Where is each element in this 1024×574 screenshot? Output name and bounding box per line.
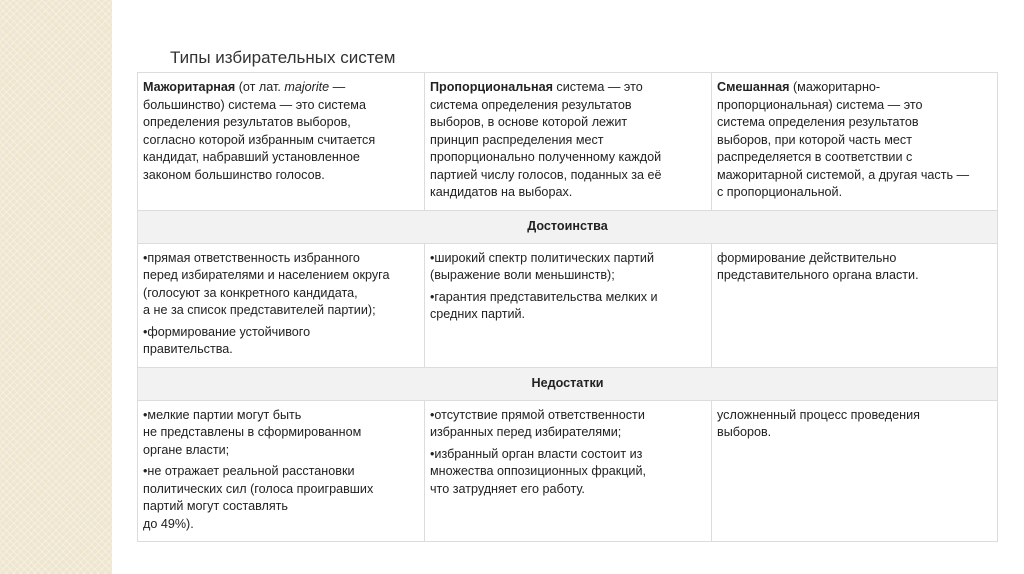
slide-title: Типы избирательных систем	[170, 48, 396, 67]
electoral-systems-table	[137, 72, 998, 542]
decorative-side-strip	[0, 0, 112, 574]
proportional-disadvantage-item: •избранный орган власти состоит из множества оппозиционных фракций, что затрудняет его работу.	[430, 446, 647, 496]
proportional-definition-cell	[425, 73, 712, 211]
disadvantages-header-row	[138, 367, 998, 400]
mixed-disadvantage-item: усложненный процесс проведения выборов.	[717, 407, 920, 439]
majoritarian-disadvantage-item: •не отражает реальной расстановки политических сил (голоса проигравших партий могут составлять до 49%).	[143, 464, 374, 531]
proportional-term: Пропорциональная	[430, 80, 553, 94]
mixed-definition	[717, 79, 992, 202]
disadvantages-header: Недостатки	[138, 367, 998, 400]
majoritarian-latin: majorite	[284, 80, 330, 94]
mixed-term: Смешанная	[717, 80, 790, 94]
majoritarian-definition	[143, 79, 419, 184]
majoritarian-advantages-cell	[138, 243, 425, 367]
proportional-advantage-item: •гарантия представительства мелких и средних партий.	[430, 289, 658, 321]
proportional-advantages-cell	[425, 243, 712, 367]
proportional-disadvantages-cell	[425, 400, 712, 542]
mixed-definition-cell	[712, 73, 998, 211]
majoritarian-disadvantage-item: •мелкие партии могут быть не представлены в сформированном органе власти;	[143, 407, 362, 457]
majoritarian-disadvantages-cell	[138, 400, 425, 542]
majoritarian-post: — большинство) система — это система определения результатов выборов, согласно которой избранным считается кандидат, набравший установленное законом большинство голосов.	[143, 80, 376, 182]
majoritarian-advantage-item: •прямая ответственность избранного перед избирателями и населением округа (голосуют за конкретного кандидата, а не за список представителей партии);	[143, 250, 390, 317]
majoritarian-advantage-item: •формирование устойчивого правительства.	[143, 324, 311, 356]
advantages-row	[138, 243, 998, 367]
mixed-text: (мажоритарно- пропорциональная) система — это система определения результатов выборов, при которой часть мест распределяется в соответствии с мажоритарной системой, а другая часть — с пропорциональной.	[717, 80, 970, 199]
mixed-advantage-item: формирование действительно представительного органа власти.	[717, 250, 919, 282]
definitions-row	[138, 73, 998, 211]
advantages-header-row	[138, 210, 998, 243]
majoritarian-term: Мажоритарная	[143, 80, 236, 94]
majoritarian-definition-cell	[138, 73, 425, 211]
majoritarian-pre: (от лат.	[235, 80, 285, 94]
proportional-text: система — это система определения результатов выборов, в основе которой лежит принцип распределения мест пропорционально полученному каждой партией числу голосов, поданных за её кандидатов на выборах.	[430, 80, 662, 199]
disadvantages-row	[138, 400, 998, 542]
proportional-disadvantage-item: •отсутствие прямой ответственности избранных перед избирателями;	[430, 407, 645, 439]
mixed-advantages-cell	[712, 243, 998, 367]
mixed-disadvantages-cell	[712, 400, 998, 542]
proportional-advantage-item: •широкий спектр политических партий (выражение воли меньшинств);	[430, 250, 655, 282]
advantages-header: Достоинства	[138, 210, 998, 243]
proportional-definition	[430, 79, 706, 202]
